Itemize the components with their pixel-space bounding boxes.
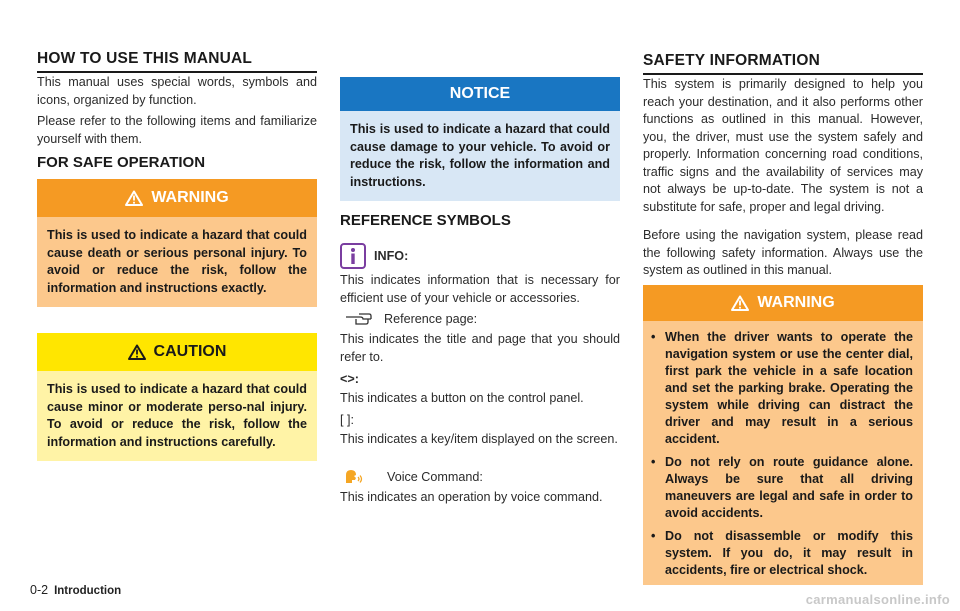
voice-command-icon (343, 467, 365, 487)
reference-row (344, 311, 477, 327)
notice-header (340, 77, 620, 111)
reference-hand-icon (344, 311, 374, 327)
caution-body (37, 371, 317, 461)
notice-text: This is used to indicate a hazard that could cause damage to your vehicle. To avoid or reduce the risk, follow the information and instructions. (350, 122, 610, 189)
safety-paragraph-2: Before using the navigation system, please read the following safety information. Always use the system as outlined in this manual. (643, 228, 923, 277)
angle-bracket-label: <>: (340, 372, 359, 386)
list-item: • Do not rely on route guidance alone. Always be sure that all driving maneuvers are legal and safe in order to avoid accidents. (651, 455, 913, 520)
warning-triangle-icon (125, 190, 143, 206)
warning-label: WARNING (151, 189, 229, 206)
warning-text: This is used to indicate a hazard that could cause death or serious personal injury. To avoid or reduce the risk, follow the information and instructions exactly. (47, 228, 307, 295)
bullet-text: When the driver wants to operate the navigation system or use the center dial, first park the vehicle in a safe location and set the parking brake. Operating the system while driving can distract the driver and may result in a serious accident. (665, 330, 913, 446)
reference-description: This indicates the title and page that you should refer to. (340, 332, 620, 364)
subtitle-reference-symbols: REFERENCE SYMBOLS (340, 212, 511, 229)
familiarize-paragraph: Please refer to the following items and familiarize yourself with them. (37, 114, 317, 146)
info-label: INFO: (374, 249, 409, 263)
page-footer (30, 583, 121, 597)
angle-bracket-description: This indicates a button on the control panel. (340, 391, 584, 405)
subtitle-safe-operation: FOR SAFE OPERATION (37, 154, 206, 171)
section-title-how-to-use: HOW TO USE THIS MANUAL (37, 50, 317, 73)
warning-box (37, 179, 317, 307)
footer-section: Introduction (54, 585, 122, 597)
watermark: carmanualsonline.info (805, 592, 950, 607)
warning-triangle-icon (731, 295, 749, 311)
list-item: • When the driver wants to operate the navigation system or use the center dial, first park the vehicle in a safe location and set the parking brake. Operating the system while driving can distract the driver and may result in a serious accident. (651, 330, 913, 446)
warning-header (37, 179, 317, 217)
safety-warning-box (643, 285, 923, 585)
intro-paragraph: This manual uses special words, symbols and icons, organized by function. (37, 75, 317, 107)
notice-label: NOTICE (449, 85, 511, 102)
info-row (340, 243, 408, 269)
section-title-safety: SAFETY INFORMATION (643, 52, 923, 75)
safety-paragraph: This system is primarily designed to help you reach your destination, and it also performs other functions as outlined in this manual. However, you, the driver, must use the system safely and properly. Information concerning road conditions, traffic signs and the availability of services may not always be up-to-date. The system is not a substitute for safe, proper and legal driving. (643, 77, 923, 214)
reference-label: Reference page: (384, 312, 478, 326)
page-number: 0-2 (30, 583, 49, 597)
info-description: This indicates information that is necessary for efficient use of your vehicle or accessories. (340, 273, 620, 305)
notice-box (340, 77, 620, 201)
safety-warning-body (643, 321, 923, 585)
warning-triangle-icon (128, 344, 146, 360)
bullet-text: Do not disassemble or modify this system. If you do, it may result in accidents, fire or electrical shock. (665, 529, 913, 577)
caution-label: CAUTION (153, 343, 227, 360)
notice-body (340, 111, 620, 201)
caution-text: This is used to indicate a hazard that could cause minor or moderate perso-nal injury. To avoid or reduce the risk, follow the information and instructions carefully. (47, 382, 307, 449)
square-bracket-label: [ ]: (340, 413, 354, 427)
bullet-text: Do not rely on route guidance alone. Always be sure that all driving maneuvers are legal and safe in order to avoid accidents. (665, 455, 913, 520)
voice-command-row (343, 467, 483, 487)
safety-warning-label: WARNING (757, 294, 835, 311)
safety-warning-header (643, 285, 923, 321)
square-bracket-description: This indicates a key/item displayed on the screen. (340, 432, 618, 446)
info-icon (340, 243, 366, 269)
caution-header (37, 333, 317, 371)
voice-command-description: This indicates an operation by voice command. (340, 490, 603, 504)
caution-box (37, 333, 317, 461)
voice-command-label: Voice Command: (387, 470, 483, 484)
list-item: • Do not disassemble or modify this system. If you do, it may result in accidents, fire or electrical shock. (651, 529, 913, 577)
warning-body (37, 217, 317, 307)
